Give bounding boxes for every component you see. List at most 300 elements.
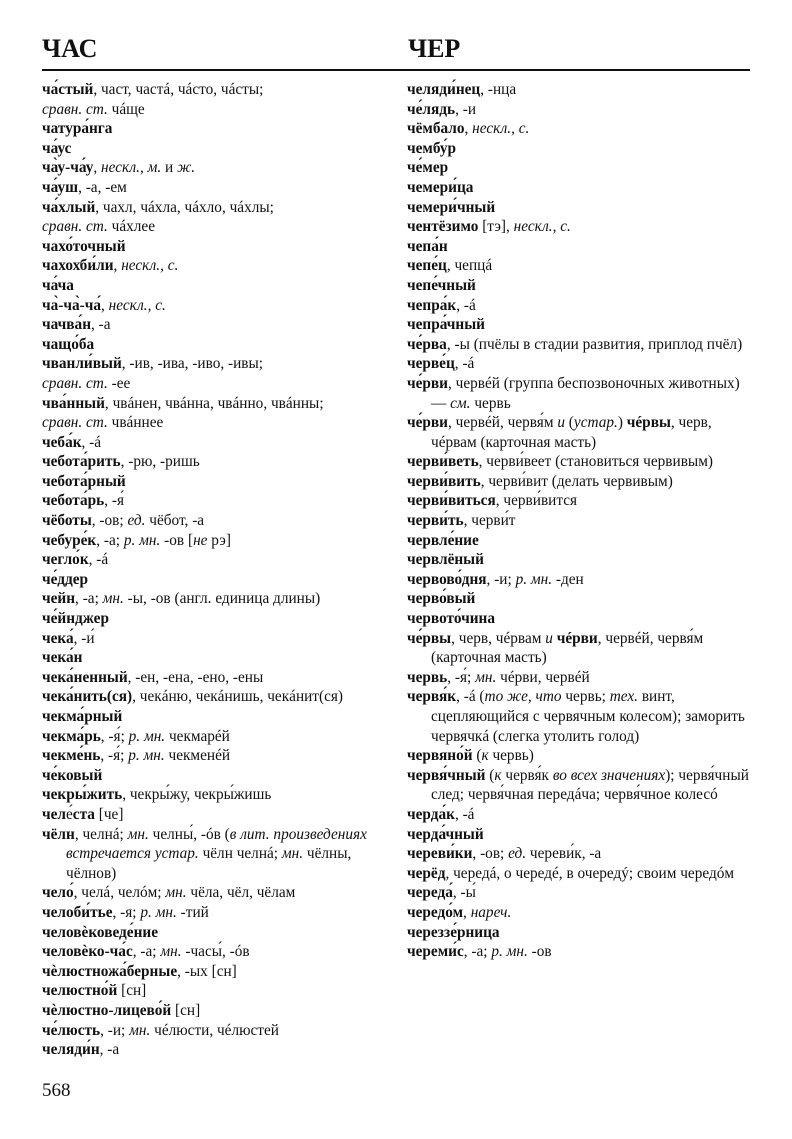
entry-text: рэ] — [207, 531, 231, 549]
headword: черда́чный — [407, 825, 484, 843]
right-column — [407, 80, 752, 962]
grammar-note: мн. — [102, 590, 124, 608]
dictionary-entry — [407, 923, 752, 943]
entry-text: и — [161, 159, 178, 177]
entry-text: [тэ], — [478, 218, 514, 236]
entry-text: , червéй (группа беспозвоночных животных) — — [431, 374, 740, 412]
entry-text: , -нца — [480, 81, 517, 98]
entry-text: , -а — [91, 316, 111, 334]
dictionary-entry — [407, 766, 752, 805]
entry-text: , -и; — [486, 570, 516, 588]
entry-text: , -á — [454, 355, 475, 373]
dictionary-entry — [42, 766, 392, 786]
entry-text: , -а; — [132, 943, 161, 961]
grammar-note: мн. — [129, 1021, 151, 1039]
headword: челяди́нец — [407, 81, 481, 98]
headword: череви́ки — [407, 845, 473, 863]
entry-text: чекмарéй — [165, 727, 230, 745]
entry-text: ( — [472, 747, 482, 765]
headword: чванли́вый — [42, 355, 122, 373]
headword: челяди́н — [42, 1041, 100, 1059]
dictionary-entry — [42, 923, 392, 943]
dictionary-entry — [42, 785, 392, 805]
entry-text: , -я́; — [100, 727, 129, 745]
entry-text: червь) — [488, 747, 534, 765]
dictionary-entry — [407, 315, 752, 335]
left-column — [42, 80, 392, 1060]
entry-text: -ы, -ов (англ. единица длины) — [123, 590, 321, 608]
dictionary-entry — [407, 80, 752, 100]
headword: чепра́чный — [407, 316, 485, 334]
headword: че́рви — [407, 414, 448, 432]
dictionary-entry — [407, 472, 752, 492]
headword: чёмбало — [407, 120, 465, 138]
entry-text: -ден — [552, 570, 584, 588]
dictionary-entry — [42, 1040, 392, 1060]
dictionary-entry — [407, 883, 752, 903]
dictionary-entry — [42, 119, 392, 139]
headword: чекма́рный — [42, 708, 123, 725]
dictionary-entry — [407, 511, 752, 531]
dictionary-entry — [42, 1001, 392, 1021]
headword: червлёный — [407, 551, 484, 569]
headword: ча́уш — [42, 178, 79, 196]
entry-text: -часы́, -óв — [181, 943, 250, 961]
headword: чекры́жить — [42, 786, 123, 804]
entry-text: -ов — [527, 943, 552, 961]
grammar-note: в лит. произведениях встречается устар. — [66, 825, 367, 863]
entry-text: , -ых [сн] — [177, 962, 237, 980]
grammar-note: мн. — [281, 845, 304, 863]
dictionary-entry — [407, 178, 752, 198]
entry-text: , -а — [99, 1041, 120, 1059]
entry-text: [сн] — [171, 1001, 201, 1019]
dictionary-entry — [42, 452, 392, 472]
entry-text: , -á — [88, 551, 109, 569]
entry-text: ); червя́чный след; червя́чная передáча; червя́чное колесó — [431, 766, 749, 804]
dictionary-entry — [407, 413, 752, 452]
headword: чахо́точный — [42, 237, 126, 255]
entry-text: чекменéй — [164, 747, 231, 765]
grammar-note: нескл., с. — [108, 296, 166, 314]
grammar-note: ед. — [508, 845, 527, 863]
dictionary-entry — [42, 80, 392, 100]
headword: чека́н — [42, 649, 83, 667]
headword: чентёзимо — [407, 218, 479, 236]
headword: червя́чный — [407, 766, 486, 784]
headword: червяно́й — [407, 747, 473, 765]
headword: ча́ча — [42, 276, 74, 294]
grammar-note: устар. — [573, 414, 618, 432]
headword: чемери́чный — [407, 198, 496, 216]
entry-text: , -ов; — [91, 512, 128, 530]
headword: ча́ус — [42, 139, 72, 157]
dictionary-entry — [42, 354, 392, 374]
dictionary-entry — [42, 570, 392, 590]
headword: чегло́к — [42, 551, 89, 569]
dictionary-entry — [407, 100, 752, 120]
entry-text: , -а, -ем — [78, 178, 127, 196]
headword: чепра́к — [407, 296, 457, 314]
headword: черёд — [407, 864, 446, 882]
grammar-note: нескл., с. — [121, 257, 179, 275]
entry-text: , чепцá — [446, 257, 493, 275]
dictionary-entry — [42, 687, 392, 707]
dictionary-entry — [407, 217, 752, 237]
headword: че́лядь — [407, 100, 456, 118]
entry-text: , черви́вит (делать червивым) — [480, 472, 673, 490]
grammar-note: к — [494, 766, 502, 784]
dictionary-entry — [407, 864, 752, 884]
dictionary-entry — [407, 570, 752, 590]
grammar-note: нескл., с. — [513, 218, 571, 236]
grammar-note: нескл., с. — [472, 120, 530, 138]
entry-text: , -рю, -ришь — [120, 453, 200, 471]
grammar-note: р. мн. — [128, 727, 166, 745]
entry-text: е́ — [66, 805, 73, 823]
headword: чейн — [42, 590, 76, 608]
headword: чепе́чный — [407, 276, 476, 294]
dictionary-entry — [42, 668, 392, 688]
grammar-note: ж. — [177, 159, 196, 177]
headword: черви́виться — [407, 492, 496, 510]
entry-text: , -и; — [100, 1021, 130, 1039]
dictionary-entry — [42, 433, 392, 453]
entry-text: чёбот, -а — [145, 512, 205, 530]
grammar-note: р. мн. — [123, 531, 161, 549]
headword: чекма́рь — [42, 727, 101, 745]
entry-text: , червéй, червя́м (карточная масть) — [431, 629, 704, 667]
grammar-note: нескл., м. — [101, 159, 162, 177]
entry-text: , черви́т — [463, 512, 516, 530]
entry-text: , -á — [454, 805, 475, 823]
grammar-note: то же, что — [484, 688, 562, 706]
entry-text: , -и́ — [73, 629, 95, 647]
headword: чепе́ц — [407, 257, 447, 275]
dictionary-entry — [42, 139, 392, 159]
headword: чека́нить(ся) — [42, 688, 133, 706]
grammar-note: к — [481, 747, 489, 765]
headword: черви́вить — [407, 472, 481, 490]
dictionary-entry — [407, 374, 752, 413]
entry-text: , черв, чéрвам — [451, 629, 546, 647]
dictionary-entry — [407, 296, 752, 316]
dictionary-entry — [42, 413, 392, 433]
headword: черви́веть — [407, 453, 479, 471]
headword: че́рви — [407, 374, 448, 392]
grammar-note: и — [557, 414, 565, 432]
headword: чачва́н — [42, 316, 92, 334]
entry-text: , черви́вится — [495, 492, 578, 510]
entry-text: , -я; — [112, 903, 141, 921]
entry-text: челны́, -óв ( — [148, 825, 230, 843]
dictionary-entry — [407, 746, 752, 766]
entry-text: , част, частá, чáсто, чáсты; — [93, 81, 264, 98]
headword: чёботы — [42, 512, 92, 530]
grammar-note: нареч. — [470, 903, 512, 921]
headword: чебуре́к — [42, 531, 97, 549]
dictionary-entry — [407, 668, 752, 688]
headword: червле́ние — [407, 531, 479, 549]
headword: черви́ть — [407, 512, 464, 530]
dictionary-entry — [42, 100, 392, 120]
headword: череззе́рница — [407, 923, 500, 941]
headword: червь — [407, 668, 448, 686]
entry-text: , — [101, 296, 109, 314]
entry-text: , чахл, чáхла, чáхло, чáхлы; — [95, 198, 274, 216]
entry-text: , червéй, червя́м — [448, 414, 558, 432]
headword: череми́с — [407, 943, 464, 961]
dictionary-entry — [42, 903, 392, 923]
entry-text: , -á — [456, 296, 476, 314]
grammar-note: мн. — [165, 884, 187, 902]
entry-text: , -я́ — [104, 492, 125, 510]
headword: чемери́ца — [407, 178, 474, 196]
grammar-note: и — [545, 629, 553, 647]
entry-text: череви́к, -а — [526, 845, 602, 863]
entry-text: ( — [485, 766, 495, 784]
entry-text: , -á ( — [456, 688, 485, 706]
headword: ча́стый — [42, 81, 94, 98]
dictionary-entry — [42, 296, 392, 316]
entry-text: , -я́; — [447, 668, 476, 686]
dictionary-entry — [42, 315, 392, 335]
dictionary-entry — [42, 746, 392, 766]
entry-text: , — [93, 159, 102, 177]
headword: червово́дня — [407, 570, 487, 588]
entry-text: , — [464, 120, 473, 138]
headword: черво́вый — [407, 590, 476, 608]
dictionary-entry — [42, 805, 392, 825]
grammar-note: ед. — [127, 512, 146, 530]
entry-text: , -á — [81, 433, 102, 451]
entry-text: , -я́; — [100, 747, 129, 765]
dictionary-entry — [407, 589, 752, 609]
dictionary-entry — [407, 335, 752, 355]
dictionary-entry — [42, 883, 392, 903]
headword: чека́ненный — [42, 668, 128, 686]
entry-text: , — [463, 903, 471, 921]
dictionary-entry — [407, 629, 752, 668]
entry-text: , черв, чéрвам (карточная масть) — [431, 414, 712, 451]
headword: человѐковеде́ние — [42, 923, 158, 941]
entry-text: , -ен, -ена, -ено, -ены — [127, 668, 264, 686]
entry-text: , -и — [455, 100, 477, 118]
headword: чело́ — [42, 884, 74, 902]
grammar-note: не — [193, 531, 208, 549]
entry-text: ( — [564, 414, 574, 432]
dictionary-entry — [407, 491, 752, 511]
entry-text: , -а; — [96, 531, 124, 549]
entry-text: , -а; — [463, 943, 492, 961]
dictionary-entry — [42, 825, 392, 884]
dictionary-entry — [407, 942, 752, 962]
dictionary-entry — [42, 609, 392, 629]
headword: че́ддер — [42, 570, 88, 588]
entry-text: , — [113, 257, 122, 275]
grammar-note: тех. — [609, 688, 638, 706]
headword: че́мер — [407, 159, 449, 177]
header-left-guide-word: ЧАС — [42, 34, 98, 63]
headword: чембу́р — [407, 139, 457, 157]
grammar-note: р. мн. — [140, 903, 177, 921]
dictionary-entry — [42, 981, 392, 1001]
headword: чащо́ба — [42, 335, 95, 353]
dictionary-entry — [42, 629, 392, 649]
headword: челюстно́й — [42, 982, 118, 1000]
headword: чва́нный — [42, 394, 105, 412]
entry-text: , черви́веет (становиться червивым) — [478, 453, 713, 471]
dictionary-entry — [407, 844, 752, 864]
entry-text: [сн] — [117, 982, 147, 1000]
dictionary-entry — [42, 472, 392, 492]
dictionary-entry — [42, 335, 392, 355]
entry-text: , -ов; — [472, 845, 509, 863]
headword: чéрвы — [626, 414, 671, 432]
dictionary-entry — [42, 1021, 392, 1041]
dictionary-entry — [407, 903, 752, 923]
grammar-note: сравн. ст. — [42, 100, 108, 118]
headword: чередо́м — [407, 903, 464, 921]
headword: череда́ — [407, 884, 453, 902]
dictionary-entry — [407, 256, 752, 276]
dictionary-entry — [42, 531, 392, 551]
dictionary-entry — [407, 237, 752, 257]
headword: ча̀у-ча́у — [42, 159, 94, 177]
dictionary-entry — [407, 158, 752, 178]
entry-text: , -ы (пчёлы в стадии развития, приплод пчёл) — [446, 335, 743, 353]
dictionary-entry — [407, 550, 752, 570]
page-number: 568 — [42, 1080, 71, 1101]
headword: че́ковый — [42, 766, 103, 784]
headword: че́йнджер — [42, 610, 109, 628]
entry-text: червя́к — [501, 766, 553, 784]
entry-text: червь; — [561, 688, 610, 706]
headword: чека́ — [42, 629, 74, 647]
headword: че́рвы — [407, 629, 452, 647]
dictionary-entry — [407, 139, 752, 159]
entry-text: винт, сцепляющийся с червячным колесом); заморить червячкá (слегка утолить голод) — [431, 688, 745, 745]
dictionary-entry — [407, 119, 752, 139]
dictionary-entry — [42, 198, 392, 218]
headword: че́люсть — [42, 1021, 101, 1039]
dictionary-entry — [42, 962, 392, 982]
grammar-note: мн. — [475, 668, 497, 686]
dictionary-entry — [42, 727, 392, 747]
entry-text: чáхлее — [107, 218, 155, 236]
dictionary-entry — [42, 374, 392, 394]
grammar-note: см. — [450, 394, 471, 412]
headword: чекме́нь — [42, 747, 101, 765]
entry-text: -ее — [107, 374, 131, 392]
grammar-note: р. мн. — [491, 943, 528, 961]
grammar-note: р. мн. — [515, 570, 553, 588]
dictionary-entry — [42, 178, 392, 198]
headword: червя́к — [407, 688, 457, 706]
dictionary-entry — [407, 452, 752, 472]
dictionary-entry — [407, 687, 752, 746]
entry-text: , челá, челóм; — [73, 884, 166, 902]
grammar-note: мн. — [160, 943, 182, 961]
entry-text: , чвáнен, чвáнна, чвáнно, чвáнны; — [104, 394, 324, 412]
headword: ча̀-ча̀-ча́ — [42, 296, 102, 314]
entry-text: , чекры́жу, чекры́жишь — [122, 786, 272, 804]
entry-text: чвáннее — [107, 414, 164, 432]
dictionary-entry — [407, 198, 752, 218]
entry-text: , -ы́ — [452, 884, 476, 902]
dictionary-entry — [407, 531, 752, 551]
headword: ста — [72, 805, 95, 823]
dictionary-entry — [42, 550, 392, 570]
grammar-note: сравн. ст. — [42, 218, 108, 236]
entry-text: чáще — [107, 100, 145, 118]
dictionary-entry — [407, 609, 752, 629]
dictionary-entry — [42, 511, 392, 531]
headword: чепа́н — [407, 237, 448, 255]
headword: чатура́нга — [42, 120, 113, 138]
entry-text: чéрви, червéй — [496, 668, 590, 686]
dictionary-entry — [42, 256, 392, 276]
grammar-note: во всех значениях — [552, 766, 666, 784]
dictionary-entry — [42, 589, 392, 609]
entry-text: -тий — [176, 903, 209, 921]
headword: чéрви — [556, 629, 598, 647]
headword: чеба́к — [42, 433, 82, 451]
dictionary-entry — [407, 825, 752, 845]
dictionary-entry — [42, 276, 392, 296]
headword: челоби́тье — [42, 903, 113, 921]
headword: червото́чина — [407, 610, 495, 628]
headword: чебота́рный — [42, 472, 126, 490]
headword: чел — [42, 805, 66, 823]
dictionary-entry — [42, 648, 392, 668]
entry-text: , -ив, -ива, -иво, -ивы; — [121, 355, 264, 373]
grammar-note: мн. — [127, 825, 149, 843]
entry-text: чéлюсти, чéлюстей — [150, 1021, 279, 1039]
dictionary-entry — [42, 942, 392, 962]
grammar-note: сравн. ст. — [42, 374, 108, 392]
entry-text: чёлн челнá; — [198, 845, 282, 863]
headword: чахохби́ли — [42, 257, 114, 275]
headword: чёлн — [42, 825, 75, 843]
headword: чѐлюстно-лицево́й — [42, 1001, 172, 1019]
entry-text: ) — [617, 414, 627, 432]
header-rule — [42, 69, 750, 71]
grammar-note: сравн. ст. — [42, 414, 108, 432]
dictionary-entry — [42, 707, 392, 727]
entry-text: -ов [ — [160, 531, 194, 549]
dictionary-entry — [42, 158, 392, 178]
dictionary-entry — [42, 237, 392, 257]
dictionary-entry — [407, 805, 752, 825]
entry-text: чёла, чёл, чёлам — [186, 884, 296, 902]
header-right-guide-word: ЧЕР — [408, 34, 461, 63]
headword: ча́хлый — [42, 198, 96, 216]
dictionary-entry — [42, 217, 392, 237]
dictionary-entry — [407, 354, 752, 374]
headword: чѐлюстножа́берные — [42, 962, 178, 980]
entry-text: [че] — [94, 805, 124, 823]
grammar-note: р. мн. — [128, 747, 165, 765]
entry-text: , чередá, о чередé, в очередý; своим чередóм — [445, 864, 735, 882]
headword: чебота́рь — [42, 492, 105, 510]
headword: черда́к — [407, 805, 455, 823]
headword: человѐко-ча́с — [42, 943, 133, 961]
running-header — [42, 34, 752, 72]
entry-text: чёлны, чёлнов) — [66, 845, 352, 882]
dictionary-entry — [407, 276, 752, 296]
headword: черве́ц — [407, 355, 455, 373]
